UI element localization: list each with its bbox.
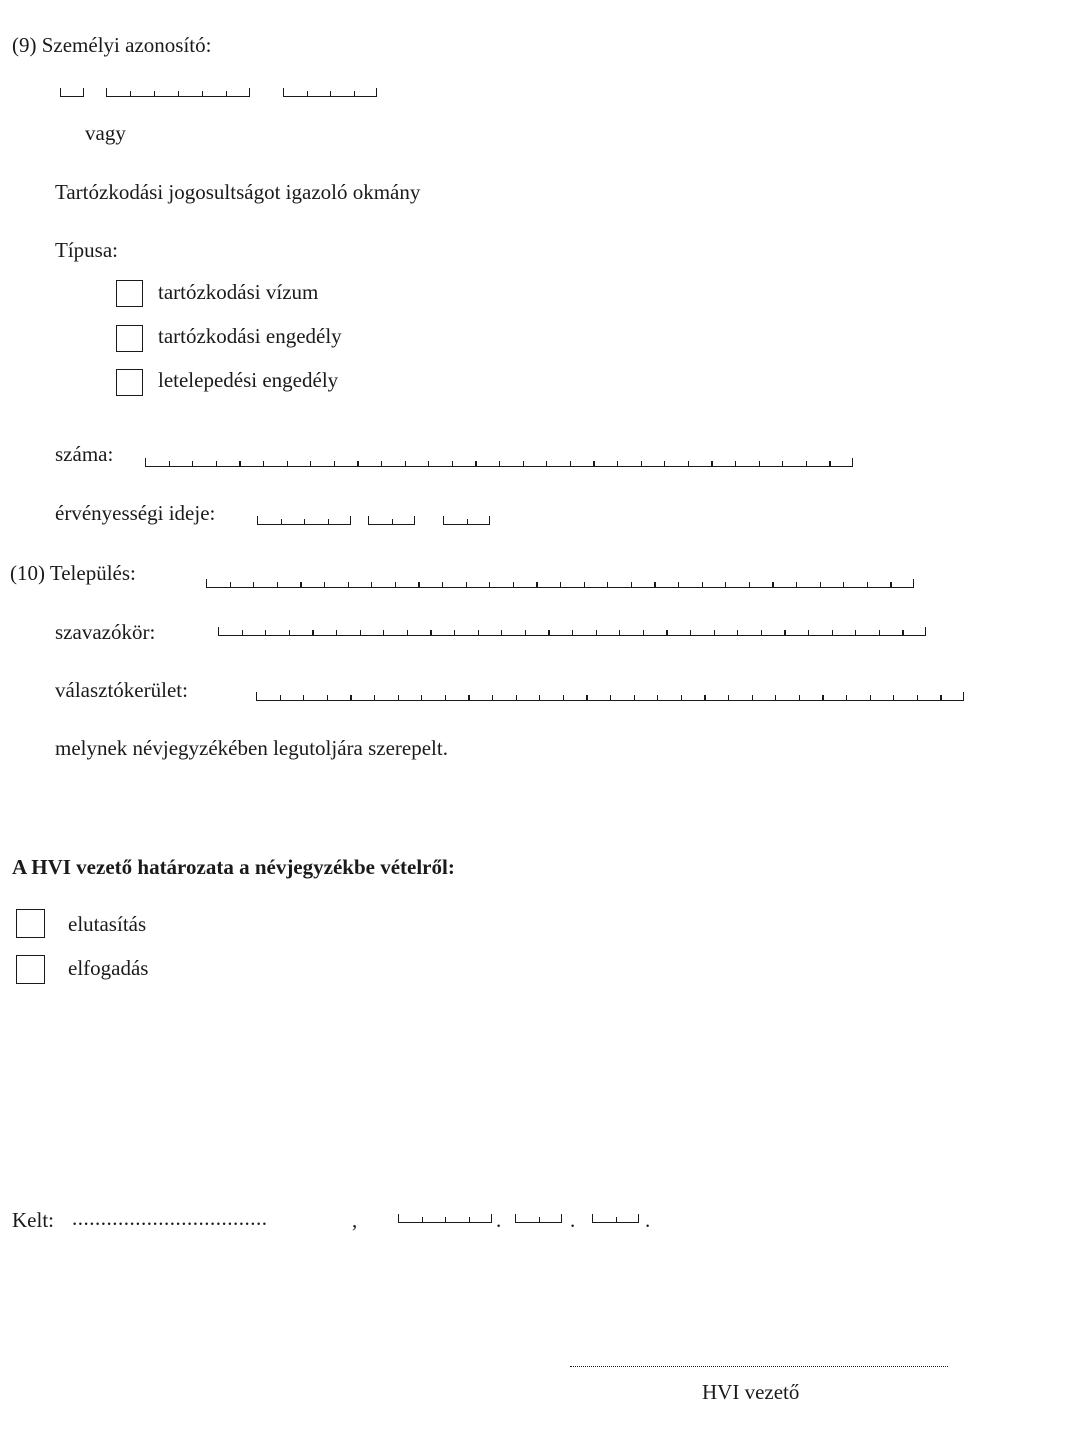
comb-tick (257, 516, 258, 524)
comb-tick (799, 695, 800, 700)
comb-tick (280, 695, 281, 700)
comb-tick (586, 695, 587, 700)
option-residence-permit: tartózkodási engedély (158, 324, 342, 348)
comb-tick (336, 630, 337, 635)
comb-tick (283, 88, 284, 96)
comb-tick (407, 630, 408, 635)
comb-tick (664, 461, 665, 466)
comb-tick (287, 461, 288, 466)
comb-tick (324, 582, 325, 587)
comb-tick (428, 461, 429, 466)
signature-line[interactable] (570, 1366, 948, 1367)
comb-tick (350, 695, 351, 700)
comb-tick (327, 695, 328, 700)
comb-tick (106, 88, 107, 96)
comb-tick (539, 695, 540, 700)
comb-tick (265, 630, 266, 635)
comb-tick (330, 91, 331, 96)
comb-tick (843, 582, 844, 587)
comb-tick (307, 91, 308, 96)
comb-tick (596, 630, 597, 635)
date-month-field[interactable] (515, 1214, 562, 1223)
comb-tick (475, 461, 476, 466)
comb-tick (443, 516, 444, 524)
comb-tick (855, 630, 856, 635)
comb-tick (263, 461, 264, 466)
kelt-comma: , (352, 1208, 358, 1232)
comb-tick (561, 1214, 562, 1222)
comb-tick (593, 461, 594, 466)
comb-tick (523, 461, 524, 466)
option-rejection: elutasítás (68, 912, 147, 936)
comb-tick (206, 579, 207, 587)
comb-tick (913, 579, 914, 587)
validity-year-field[interactable] (257, 516, 351, 525)
comb-tick (525, 630, 526, 635)
comb-tick (829, 461, 830, 466)
comb-tick (852, 458, 853, 466)
comb-tick (560, 582, 561, 587)
comb-tick (398, 695, 399, 700)
comb-tick (414, 516, 415, 524)
comb-tick (383, 630, 384, 635)
comb-tick (772, 582, 773, 587)
comb-tick (442, 582, 443, 587)
comb-tick (452, 461, 453, 466)
comb-tick (226, 91, 227, 96)
validity-month-field[interactable] (368, 516, 415, 525)
settlement-field[interactable] (206, 579, 914, 588)
comb-tick (304, 519, 305, 524)
comb-tick (256, 692, 257, 700)
kelt-label: Kelt: (12, 1208, 54, 1232)
comb-tick (711, 461, 712, 466)
comb-tick (917, 695, 918, 700)
comb-tick (216, 461, 217, 466)
id-field-1[interactable] (60, 88, 84, 97)
comb-tick (421, 695, 422, 700)
checkbox-residence-permit[interactable] (116, 325, 143, 352)
comb-tick (445, 695, 446, 700)
comb-tick (735, 461, 736, 466)
comb-tick (688, 461, 689, 466)
comb-tick (832, 630, 833, 635)
comb-tick (515, 1214, 516, 1222)
comb-tick (654, 582, 655, 587)
comb-tick (468, 695, 469, 700)
comb-tick (430, 630, 431, 635)
comb-tick (405, 461, 406, 466)
comb-tick (643, 630, 644, 635)
comb-tick (749, 582, 750, 587)
constituency-field[interactable] (256, 692, 964, 701)
comb-tick (714, 630, 715, 635)
comb-tick (360, 630, 361, 635)
comb-tick (130, 91, 131, 96)
comb-tick (489, 582, 490, 587)
comb-tick (348, 582, 349, 587)
place-field[interactable]: .................................. (72, 1206, 268, 1230)
comb-tick (666, 630, 667, 635)
comb-tick (328, 519, 329, 524)
comb-tick (570, 461, 571, 466)
comb-tick (422, 1217, 423, 1222)
polling-district-label: szavazókör: (55, 620, 156, 644)
comb-tick (230, 582, 231, 587)
option-residence-visa: tartózkodási vízum (158, 280, 319, 304)
comb-tick (822, 695, 823, 700)
comb-tick (617, 461, 618, 466)
comb-tick (178, 91, 179, 96)
comb-tick (902, 630, 903, 635)
comb-tick (60, 88, 61, 96)
comb-tick (277, 582, 278, 587)
comb-tick (846, 695, 847, 700)
comb-tick (867, 582, 868, 587)
checkbox-residence-visa[interactable] (116, 280, 143, 307)
validity-label: érvényességi ideje: (55, 501, 216, 525)
option-acceptance: elfogadás (68, 956, 149, 980)
comb-tick (725, 582, 726, 587)
comb-tick (281, 519, 282, 524)
section-9-title: (9) Személyi azonosító: (12, 33, 212, 57)
comb-tick (870, 695, 871, 700)
comb-tick (607, 582, 608, 587)
comb-tick (145, 458, 146, 466)
comb-tick (202, 91, 203, 96)
comb-tick (469, 1217, 470, 1222)
comb-tick (513, 582, 514, 587)
comb-tick (940, 695, 941, 700)
document-number-field[interactable] (145, 458, 853, 467)
comb-tick (806, 461, 807, 466)
comb-tick (499, 461, 500, 466)
comb-tick (592, 1214, 593, 1222)
comb-tick (563, 695, 564, 700)
date-year-field[interactable] (398, 1214, 492, 1223)
comb-tick (289, 630, 290, 635)
comb-tick (169, 461, 170, 466)
checkbox-rejection[interactable] (16, 909, 45, 938)
comb-tick (782, 461, 783, 466)
option-settlement-permit: letelepedési engedély (158, 368, 339, 392)
comb-tick (631, 582, 632, 587)
comb-tick (572, 630, 573, 635)
comb-tick (879, 630, 880, 635)
comb-tick (83, 88, 84, 96)
comb-tick (418, 582, 419, 587)
comb-tick (445, 1217, 446, 1222)
comb-tick (516, 695, 517, 700)
comb-tick (249, 88, 250, 96)
comb-tick (357, 461, 358, 466)
comb-tick (303, 695, 304, 700)
polling-district-field[interactable] (218, 627, 926, 636)
comb-tick (395, 582, 396, 587)
comb-tick (368, 516, 369, 524)
register-note: melynek névjegyzékében legutoljára szerepelt. (55, 736, 448, 760)
comb-tick (775, 695, 776, 700)
comb-tick (536, 582, 537, 587)
comb-tick (702, 582, 703, 587)
comb-tick (641, 461, 642, 466)
comb-tick (478, 630, 479, 635)
comb-tick (489, 516, 490, 524)
comb-tick (761, 630, 762, 635)
comb-tick (796, 582, 797, 587)
comb-tick (312, 630, 313, 635)
comb-tick (467, 519, 468, 524)
comb-tick (737, 630, 738, 635)
comb-tick (334, 461, 335, 466)
date-separator-1: . (496, 1208, 502, 1232)
comb-tick (354, 91, 355, 96)
date-separator-2: . (570, 1208, 576, 1232)
comb-tick (376, 88, 377, 96)
comb-tick (539, 1217, 540, 1222)
decision-heading: A HVI vezető határozata a névjegyzékbe vételről: (12, 855, 455, 879)
comb-tick (310, 461, 311, 466)
comb-tick (218, 627, 219, 635)
checkbox-acceptance[interactable] (16, 955, 45, 984)
signature-title: HVI vezető (702, 1380, 800, 1404)
id-field-3[interactable] (283, 88, 377, 97)
comb-tick (634, 695, 635, 700)
comb-tick (759, 461, 760, 466)
comb-tick (820, 582, 821, 587)
comb-tick (808, 630, 809, 635)
comb-tick (392, 519, 393, 524)
comb-tick (154, 91, 155, 96)
comb-tick (890, 582, 891, 587)
id-field-2[interactable] (106, 88, 250, 97)
comb-tick (371, 582, 372, 587)
comb-tick (546, 461, 547, 466)
comb-tick (374, 695, 375, 700)
comb-tick (619, 630, 620, 635)
settlement-label: (10) Település: (10, 561, 136, 585)
comb-tick (690, 630, 691, 635)
comb-tick (584, 582, 585, 587)
comb-tick (657, 695, 658, 700)
comb-tick (925, 627, 926, 635)
comb-tick (242, 630, 243, 635)
comb-tick (398, 1214, 399, 1222)
validity-day-field[interactable] (443, 516, 490, 525)
comb-tick (963, 692, 964, 700)
comb-tick (548, 630, 549, 635)
comb-tick (350, 516, 351, 524)
comb-tick (501, 630, 502, 635)
type-label: Típusa: (55, 238, 118, 262)
comb-tick (454, 630, 455, 635)
comb-tick (678, 582, 679, 587)
checkbox-settlement-permit[interactable] (116, 369, 143, 396)
comb-tick (381, 461, 382, 466)
comb-tick (192, 461, 193, 466)
comb-tick (681, 695, 682, 700)
comb-tick (253, 582, 254, 587)
comb-tick (616, 1217, 617, 1222)
comb-tick (728, 695, 729, 700)
comb-tick (752, 695, 753, 700)
comb-tick (610, 695, 611, 700)
comb-tick (491, 1214, 492, 1222)
comb-tick (300, 582, 301, 587)
residence-document-label: Tartózkodási jogosultságot igazoló okmány (55, 180, 421, 204)
comb-tick (704, 695, 705, 700)
comb-tick (784, 630, 785, 635)
date-separator-3: . (645, 1208, 651, 1232)
comb-tick (893, 695, 894, 700)
date-day-field[interactable] (592, 1214, 639, 1223)
comb-tick (638, 1214, 639, 1222)
comb-tick (466, 582, 467, 587)
comb-tick (239, 461, 240, 466)
or-text: vagy (85, 121, 126, 145)
constituency-label: választókerület: (55, 678, 188, 702)
number-label: száma: (55, 442, 114, 466)
comb-tick (492, 695, 493, 700)
